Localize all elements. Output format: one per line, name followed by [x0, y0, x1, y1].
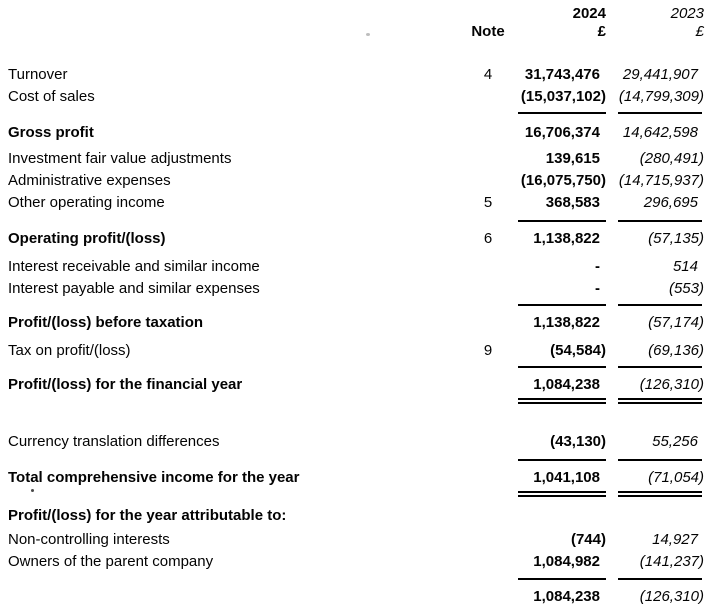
value-2024: 139,615: [545, 150, 600, 167]
value-2023: (126,310): [639, 376, 704, 393]
column-double-rule: [618, 398, 702, 404]
value-2023: [606, 505, 704, 527]
value-2024: 1,084,238: [533, 588, 600, 605]
spacer: [460, 6, 516, 22]
scan-artifact: [366, 33, 370, 36]
value-2024: 1,041,108: [533, 469, 600, 486]
column-rule: [518, 459, 606, 461]
column-double-rule: [518, 398, 606, 404]
row-label: Profit/(loss) before taxation: [8, 314, 204, 331]
total-double-rule: [8, 491, 704, 497]
value-2024: 31,743,476: [524, 66, 600, 83]
row-label: Tax on profit/(loss): [8, 342, 131, 359]
value-2023: 14,642,598: [622, 124, 698, 141]
currency-prior-header: £: [695, 23, 704, 40]
value-2023: (69,136): [648, 342, 704, 359]
subtotal-rule: [8, 459, 704, 461]
value-2023: 29,441,907: [622, 66, 698, 83]
value-2024: 16,706,374: [524, 124, 600, 141]
note-ref: [460, 256, 516, 278]
column-rule: [518, 366, 606, 368]
total-double-rule: [8, 398, 704, 404]
row-label: [8, 586, 460, 608]
note-ref: [460, 86, 516, 108]
note-ref: 9: [483, 342, 493, 359]
row-owners-of-parent: [8, 551, 704, 573]
column-rule: [618, 112, 702, 114]
subtotal-rule: [8, 304, 704, 306]
row-interest-receivable: [8, 256, 704, 278]
row-total-comprehensive-income: [8, 467, 704, 489]
value-2023: (126,310): [639, 588, 704, 605]
note-ref: [460, 431, 516, 453]
note-ref: 4: [483, 66, 493, 83]
note-ref: [460, 551, 516, 573]
note-ref: [460, 122, 516, 144]
value-2024: (16,075,750): [520, 172, 606, 189]
row-administrative-expenses: [8, 170, 704, 192]
value-2023: 55,256: [652, 433, 698, 450]
row-label: Non-controlling interests: [8, 531, 170, 548]
spacer: [8, 24, 460, 40]
row-label: Owners of the parent company: [8, 553, 214, 570]
row-label: Administrative expenses: [8, 172, 171, 189]
value-2023: (280,491): [639, 150, 704, 167]
year-prior-header: 2023: [670, 5, 704, 22]
column-double-rule: [518, 491, 606, 497]
row-label: Currency translation differences: [8, 433, 220, 450]
value-2024: 1,084,238: [533, 376, 600, 393]
column-double-rule: [618, 491, 702, 497]
row-currency-translation-differences: [8, 431, 704, 453]
spacer: [8, 6, 460, 22]
value-2024: (15,037,102): [520, 88, 606, 105]
row-profit-for-financial-year: [8, 374, 704, 396]
currency-current-header: £: [597, 23, 606, 40]
row-tax-on-profit: [8, 340, 704, 362]
column-rule: [518, 220, 606, 222]
row-label: Interest payable and similar expenses: [8, 280, 260, 297]
value-2024: 1,138,822: [533, 230, 600, 247]
value-2024: 368,583: [545, 194, 600, 211]
row-attributable-total: [8, 586, 704, 608]
row-cost-of-sales: [8, 86, 704, 108]
value-2023: 296,695: [643, 194, 698, 211]
row-label: Operating profit/(loss): [8, 230, 166, 247]
value-2023: (141,237): [639, 553, 704, 570]
note-ref: [460, 505, 516, 527]
value-2024: -: [595, 258, 600, 275]
note-column-header: Note: [471, 23, 505, 40]
row-label: Turnover: [8, 66, 68, 83]
value-2024: (54,584): [550, 342, 606, 359]
value-2024: (744): [570, 531, 606, 548]
column-rule: [518, 578, 606, 580]
value-2023: (57,135): [648, 230, 704, 247]
value-2023: (553): [668, 280, 704, 297]
row-label: Gross profit: [8, 124, 94, 141]
column-rule: [618, 366, 702, 368]
note-ref: [460, 529, 516, 551]
note-ref: [460, 278, 516, 300]
row-profit-before-taxation: [8, 312, 704, 334]
row-label: Total comprehensive income for the year: [8, 469, 300, 486]
header-year-row: [8, 6, 704, 22]
value-2024: 1,138,822: [533, 314, 600, 331]
column-rule: [518, 112, 606, 114]
note-ref: [460, 586, 516, 608]
subtotal-rule: [8, 578, 704, 580]
column-rule: [618, 578, 702, 580]
note-ref: 5: [483, 194, 493, 211]
row-attributable-heading: [8, 505, 704, 527]
value-2023: 514: [672, 258, 698, 275]
value-2023: (57,174): [648, 314, 704, 331]
note-ref: [460, 312, 516, 334]
note-ref: [460, 148, 516, 170]
value-2024: [516, 505, 606, 527]
note-ref: [460, 170, 516, 192]
row-turnover: [8, 64, 704, 86]
row-non-controlling-interests: [8, 529, 704, 551]
note-ref: 6: [483, 230, 493, 247]
value-2023: (14,715,937): [618, 172, 704, 189]
subtotal-rule: [8, 366, 704, 368]
value-2023: (71,054): [648, 469, 704, 486]
scan-artifact: [31, 489, 34, 492]
column-rule: [618, 220, 702, 222]
value-2024: 1,084,982: [533, 553, 600, 570]
year-current-header: 2024: [572, 5, 606, 22]
row-label: Other operating income: [8, 194, 165, 211]
value-2024: (43,130): [550, 433, 606, 450]
row-gross-profit: [8, 122, 704, 144]
header-units-row: [8, 24, 704, 40]
row-interest-payable: [8, 278, 704, 300]
row-investment-fair-value-adjustments: [8, 148, 704, 170]
column-rule: [618, 304, 702, 306]
value-2024: -: [595, 280, 600, 297]
row-label: Interest receivable and similar income: [8, 258, 260, 275]
row-label: Cost of sales: [8, 88, 95, 105]
note-ref: [460, 374, 516, 396]
value-2023: 14,927: [652, 531, 698, 548]
subtotal-rule: [8, 112, 704, 114]
note-ref: [460, 467, 516, 489]
section-heading: Profit/(loss) for the year attributable to:: [8, 507, 287, 524]
column-rule: [618, 459, 702, 461]
row-label: Profit/(loss) for the financial year: [8, 376, 243, 393]
value-2023: (14,799,309): [618, 88, 704, 105]
row-label: Investment fair value adjustments: [8, 150, 232, 167]
column-rule: [518, 304, 606, 306]
row-operating-profit-loss: [8, 228, 704, 250]
row-other-operating-income: [8, 192, 704, 214]
subtotal-rule: [8, 220, 704, 222]
